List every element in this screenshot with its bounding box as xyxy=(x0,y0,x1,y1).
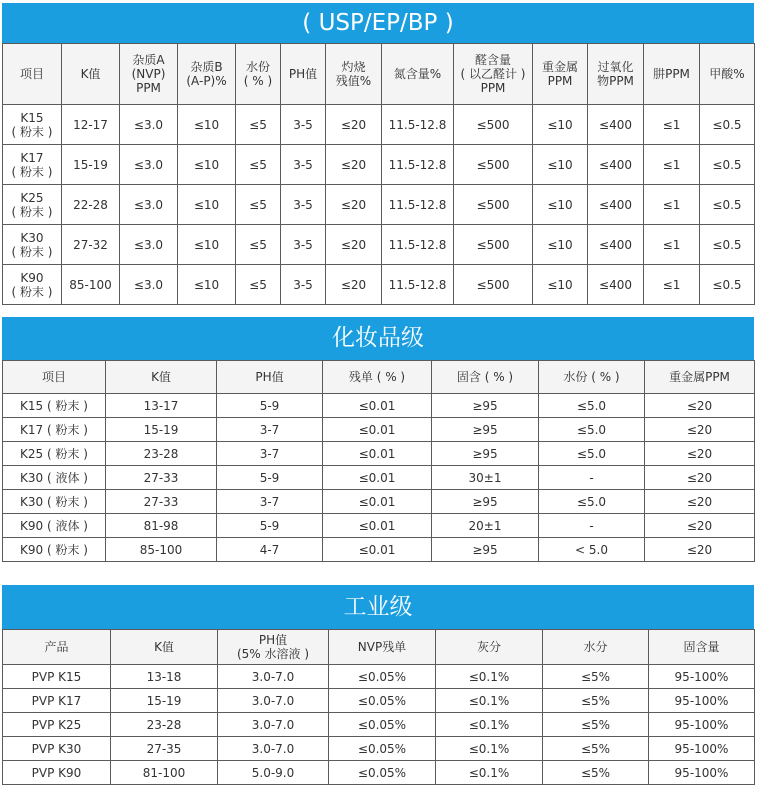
cosmetic-cell: ≤0.01 xyxy=(323,538,432,562)
usp-header-cell: 过氧化 物PPM xyxy=(588,44,644,105)
cosmetic-cell: K25 ( 粉末 ) xyxy=(3,442,106,466)
usp-cell: ≤20 xyxy=(326,185,382,225)
cosmetic-cell: K17 ( 粉末 ) xyxy=(3,418,106,442)
usp-cell: ≤0.5 xyxy=(700,145,755,185)
cosmetic-header-row xyxy=(3,361,755,394)
cosmetic-section xyxy=(2,317,754,562)
usp-cell: ≤400 xyxy=(588,185,644,225)
industrial-body xyxy=(3,665,755,785)
table-row xyxy=(3,466,755,490)
cosmetic-cell: K90 ( 液体 ) xyxy=(3,514,106,538)
table-row xyxy=(3,737,755,761)
table-row xyxy=(3,225,755,265)
industrial-cell: 95-100% xyxy=(649,737,755,761)
usp-cell: ≤500 xyxy=(454,185,533,225)
usp-header-cell: K值 xyxy=(62,44,120,105)
usp-header-cell: 肼PPM xyxy=(644,44,700,105)
usp-cell: ≤10 xyxy=(178,145,236,185)
cosmetic-cell: ≤20 xyxy=(645,466,755,490)
usp-cell: ≤3.0 xyxy=(120,265,178,305)
cosmetic-cell: 27-33 xyxy=(106,466,217,490)
cosmetic-cell: ≥95 xyxy=(432,538,539,562)
usp-cell: ≤20 xyxy=(326,265,382,305)
cosmetic-cell: ≤5.0 xyxy=(539,394,645,418)
cosmetic-cell: ≤0.01 xyxy=(323,394,432,418)
usp-cell: ≤400 xyxy=(588,145,644,185)
usp-cell: ≤1 xyxy=(644,225,700,265)
usp-cell: ≤10 xyxy=(533,105,588,145)
industrial-cell: 27-35 xyxy=(111,737,218,761)
industrial-cell: 81-100 xyxy=(111,761,218,785)
usp-cell: 11.5-12.8 xyxy=(382,265,454,305)
usp-cell: ≤400 xyxy=(588,225,644,265)
usp-header-cell: 重金属 PPM xyxy=(533,44,588,105)
cosmetic-cell: ≤20 xyxy=(645,442,755,466)
cosmetic-cell: 23-28 xyxy=(106,442,217,466)
usp-header-cell: PH值 xyxy=(281,44,326,105)
cosmetic-cell: ≥95 xyxy=(432,442,539,466)
usp-cell: ≤3.0 xyxy=(120,105,178,145)
table-row xyxy=(3,538,755,562)
cosmetic-cell: 3-7 xyxy=(217,490,323,514)
cosmetic-cell: 85-100 xyxy=(106,538,217,562)
cosmetic-header-cell: 固含 ( % ) xyxy=(432,361,539,394)
cosmetic-cell: K15 ( 粉末 ) xyxy=(3,394,106,418)
industrial-cell: 95-100% xyxy=(649,665,755,689)
industrial-cell: 95-100% xyxy=(649,689,755,713)
industrial-cell: PVP K30 xyxy=(3,737,111,761)
industrial-cell: PVP K25 xyxy=(3,713,111,737)
usp-cell: ≤10 xyxy=(533,185,588,225)
industrial-cell: ≤5% xyxy=(543,761,649,785)
industrial-cell: ≤5% xyxy=(543,713,649,737)
cosmetic-cell: 27-33 xyxy=(106,490,217,514)
cosmetic-cell: ≤5.0 xyxy=(539,442,645,466)
industrial-cell: ≤5% xyxy=(543,737,649,761)
industrial-header-row xyxy=(3,630,755,665)
cosmetic-cell: 3-7 xyxy=(217,442,323,466)
usp-cell: ≤10 xyxy=(178,265,236,305)
cosmetic-cell: ≤20 xyxy=(645,538,755,562)
cosmetic-cell: < 5.0 xyxy=(539,538,645,562)
usp-cell: K30 ( 粉末 ) xyxy=(3,225,62,265)
industrial-cell: ≤0.05% xyxy=(329,689,436,713)
industrial-table xyxy=(2,629,755,785)
usp-cell: ≤5 xyxy=(236,145,281,185)
industrial-cell: 15-19 xyxy=(111,689,218,713)
usp-cell: 22-28 xyxy=(62,185,120,225)
usp-cell: ≤3.0 xyxy=(120,145,178,185)
cosmetic-header-cell: PH值 xyxy=(217,361,323,394)
usp-cell: ≤20 xyxy=(326,225,382,265)
table-row xyxy=(3,105,755,145)
usp-cell: 3-5 xyxy=(281,145,326,185)
usp-cell: 12-17 xyxy=(62,105,120,145)
industrial-cell: PVP K17 xyxy=(3,689,111,713)
industrial-cell: 13-18 xyxy=(111,665,218,689)
usp-cell: ≤500 xyxy=(454,105,533,145)
usp-cell: ≤20 xyxy=(326,105,382,145)
usp-cell: ≤0.5 xyxy=(700,265,755,305)
table-row xyxy=(3,265,755,305)
usp-cell: ≤1 xyxy=(644,145,700,185)
usp-cell: ≤5 xyxy=(236,265,281,305)
usp-cell: 3-5 xyxy=(281,225,326,265)
industrial-cell: PVP K15 xyxy=(3,665,111,689)
cosmetic-header-cell: 重金属PPM xyxy=(645,361,755,394)
usp-header-row xyxy=(3,44,755,105)
cosmetic-cell: ≤5.0 xyxy=(539,418,645,442)
usp-body xyxy=(3,105,755,305)
usp-cell: ≤5 xyxy=(236,105,281,145)
cosmetic-cell: 15-19 xyxy=(106,418,217,442)
industrial-cell: 95-100% xyxy=(649,713,755,737)
usp-cell: K25 ( 粉末 ) xyxy=(3,185,62,225)
industrial-header-cell: 水分 xyxy=(543,630,649,665)
usp-cell: ≤10 xyxy=(178,225,236,265)
industrial-cell: ≤5% xyxy=(543,689,649,713)
usp-header-cell: 甲酸% xyxy=(700,44,755,105)
usp-cell: 3-5 xyxy=(281,105,326,145)
cosmetic-cell: - xyxy=(539,466,645,490)
cosmetic-cell: ≥95 xyxy=(432,394,539,418)
cosmetic-table xyxy=(2,360,755,562)
cosmetic-title: 化妆品级 xyxy=(2,317,754,360)
cosmetic-cell: ≤20 xyxy=(645,394,755,418)
cosmetic-cell: 5-9 xyxy=(217,466,323,490)
usp-header-cell: 杂质A (NVP) PPM xyxy=(120,44,178,105)
usp-cell: ≤500 xyxy=(454,225,533,265)
table-row xyxy=(3,689,755,713)
table-row xyxy=(3,713,755,737)
cosmetic-cell: 5-9 xyxy=(217,514,323,538)
industrial-cell: 3.0-7.0 xyxy=(218,737,329,761)
usp-cell: 3-5 xyxy=(281,265,326,305)
industrial-cell: ≤0.05% xyxy=(329,713,436,737)
industrial-cell: ≤0.1% xyxy=(436,737,543,761)
usp-cell: 11.5-12.8 xyxy=(382,145,454,185)
usp-cell: 11.5-12.8 xyxy=(382,105,454,145)
cosmetic-cell: K30 ( 液体 ) xyxy=(3,466,106,490)
industrial-cell: ≤0.05% xyxy=(329,665,436,689)
industrial-cell: ≤0.05% xyxy=(329,737,436,761)
cosmetic-cell: - xyxy=(539,514,645,538)
cosmetic-cell: 81-98 xyxy=(106,514,217,538)
cosmetic-cell: ≤5.0 xyxy=(539,490,645,514)
table-row xyxy=(3,145,755,185)
usp-title: ( USP/EP/BP ) xyxy=(2,3,754,43)
table-row xyxy=(3,442,755,466)
industrial-cell: ≤0.1% xyxy=(436,689,543,713)
cosmetic-cell: 30±1 xyxy=(432,466,539,490)
usp-cell: ≤10 xyxy=(533,225,588,265)
usp-cell: ≤3.0 xyxy=(120,185,178,225)
usp-cell: 11.5-12.8 xyxy=(382,185,454,225)
usp-header-cell: 项目 xyxy=(3,44,62,105)
usp-header-cell: 氮含量% xyxy=(382,44,454,105)
table-row xyxy=(3,761,755,785)
usp-cell: ≤500 xyxy=(454,265,533,305)
usp-cell: ≤0.5 xyxy=(700,225,755,265)
cosmetic-header-cell: 残单 ( % ) xyxy=(323,361,432,394)
usp-cell: ≤5 xyxy=(236,185,281,225)
cosmetic-cell: K90 ( 粉末 ) xyxy=(3,538,106,562)
usp-cell: ≤1 xyxy=(644,185,700,225)
usp-cell: ≤1 xyxy=(644,105,700,145)
industrial-cell: ≤0.1% xyxy=(436,713,543,737)
usp-cell: ≤1 xyxy=(644,265,700,305)
cosmetic-cell: ≤20 xyxy=(645,418,755,442)
industrial-cell: 23-28 xyxy=(111,713,218,737)
cosmetic-cell: ≤20 xyxy=(645,490,755,514)
cosmetic-cell: 3-7 xyxy=(217,418,323,442)
usp-cell: ≤10 xyxy=(178,105,236,145)
usp-cell: ≤0.5 xyxy=(700,185,755,225)
cosmetic-cell: 4-7 xyxy=(217,538,323,562)
industrial-cell: PVP K90 xyxy=(3,761,111,785)
cosmetic-cell: K30 ( 粉末 ) xyxy=(3,490,106,514)
table-row xyxy=(3,665,755,689)
cosmetic-cell: 13-17 xyxy=(106,394,217,418)
industrial-header-cell: K值 xyxy=(111,630,218,665)
table-row xyxy=(3,514,755,538)
usp-cell: 3-5 xyxy=(281,185,326,225)
industrial-header-cell: PH值 (5% 水溶液 ) xyxy=(218,630,329,665)
usp-cell: ≤400 xyxy=(588,265,644,305)
industrial-cell: ≤0.1% xyxy=(436,665,543,689)
usp-cell: ≤3.0 xyxy=(120,225,178,265)
usp-cell: ≤500 xyxy=(454,145,533,185)
usp-cell: K15 ( 粉末 ) xyxy=(3,105,62,145)
usp-cell: ≤10 xyxy=(178,185,236,225)
usp-cell: 11.5-12.8 xyxy=(382,225,454,265)
cosmetic-cell: ≤0.01 xyxy=(323,442,432,466)
usp-header-cell: 醛含量 ( 以乙醛计 ) PPM xyxy=(454,44,533,105)
usp-cell: ≤10 xyxy=(533,145,588,185)
usp-header-cell: 水份 ( % ) xyxy=(236,44,281,105)
cosmetic-cell: ≤20 xyxy=(645,514,755,538)
usp-cell: K90 ( 粉末 ) xyxy=(3,265,62,305)
industrial-title: 工业级 xyxy=(2,585,754,629)
usp-cell: ≤400 xyxy=(588,105,644,145)
cosmetic-cell: ≤0.01 xyxy=(323,418,432,442)
usp-header-cell: 杂质B (A-P)% xyxy=(178,44,236,105)
usp-cell: K17 ( 粉末 ) xyxy=(3,145,62,185)
cosmetic-cell: 20±1 xyxy=(432,514,539,538)
cosmetic-header-cell: 水份 ( % ) xyxy=(539,361,645,394)
usp-cell: 85-100 xyxy=(62,265,120,305)
usp-cell: 15-19 xyxy=(62,145,120,185)
table-row xyxy=(3,185,755,225)
cosmetic-cell: 5-9 xyxy=(217,394,323,418)
industrial-cell: 3.0-7.0 xyxy=(218,713,329,737)
cosmetic-cell: ≥95 xyxy=(432,490,539,514)
cosmetic-cell: ≥95 xyxy=(432,418,539,442)
industrial-section xyxy=(2,585,754,785)
cosmetic-header-cell: 项目 xyxy=(3,361,106,394)
table-row xyxy=(3,394,755,418)
cosmetic-cell: ≤0.01 xyxy=(323,466,432,490)
usp-section xyxy=(2,3,754,305)
industrial-header-cell: NVP残单 xyxy=(329,630,436,665)
cosmetic-body xyxy=(3,394,755,562)
industrial-cell: 3.0-7.0 xyxy=(218,689,329,713)
industrial-header-cell: 固含量 xyxy=(649,630,755,665)
industrial-header-cell: 灰分 xyxy=(436,630,543,665)
industrial-cell: 95-100% xyxy=(649,761,755,785)
usp-cell: ≤20 xyxy=(326,145,382,185)
usp-table xyxy=(2,43,755,305)
cosmetic-cell: ≤0.01 xyxy=(323,490,432,514)
industrial-cell: 3.0-7.0 xyxy=(218,665,329,689)
cosmetic-header-cell: K值 xyxy=(106,361,217,394)
usp-cell: ≤0.5 xyxy=(700,105,755,145)
industrial-header-cell: 产品 xyxy=(3,630,111,665)
usp-cell: ≤10 xyxy=(533,265,588,305)
usp-cell: ≤5 xyxy=(236,225,281,265)
usp-cell: 27-32 xyxy=(62,225,120,265)
industrial-cell: ≤0.05% xyxy=(329,761,436,785)
industrial-cell: 5.0-9.0 xyxy=(218,761,329,785)
cosmetic-cell: ≤0.01 xyxy=(323,514,432,538)
table-row xyxy=(3,490,755,514)
usp-header-cell: 灼烧 残值% xyxy=(326,44,382,105)
industrial-cell: ≤5% xyxy=(543,665,649,689)
industrial-cell: ≤0.1% xyxy=(436,761,543,785)
table-row xyxy=(3,418,755,442)
